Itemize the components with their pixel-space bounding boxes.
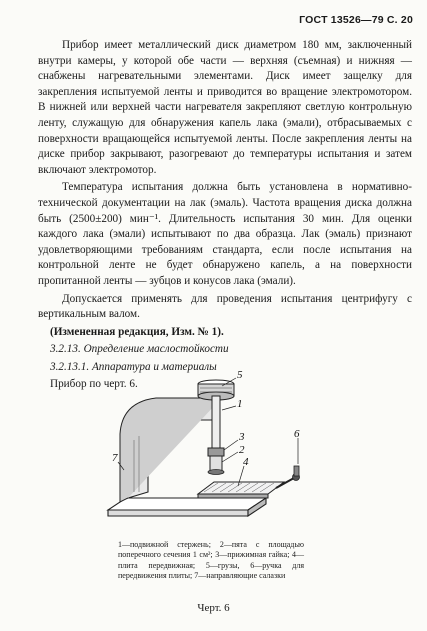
section-heading-oil-resistance: 3.2.13. Определение маслостойкости xyxy=(50,343,229,356)
body-text xyxy=(38,38,412,393)
figure-title: Черт. 6 xyxy=(197,602,230,614)
device-drawing xyxy=(98,370,330,538)
section-heading-apparatus: 3.2.13.1. Аппаратура и материалы xyxy=(50,360,217,373)
callout-6: 6 xyxy=(294,428,300,440)
callout-4: 4 xyxy=(243,456,249,468)
callout-2: 2 xyxy=(239,444,245,456)
paragraph-centrifuge: Допускается применять для проведения испытания центрифугу с вертикальным валом. xyxy=(38,292,412,321)
figure-oil-resistance-device xyxy=(98,370,330,538)
callout-1: 1 xyxy=(237,398,243,410)
page-header: ГОСТ 13526—79 С. 20 xyxy=(299,14,413,26)
paragraph-device-description: Прибор имеет металлический диск диаметром 180 мм, заключенный внутри камеры, у которой обе части — верхняя (съемная) и нижняя — снабжены нагревательными элементами. Диск имеет защелку для закрепления испытуемой ленты и приводится во вращение электромотором. В нижней или верхней части нагревателя закрепляют светлую контрольную ленту, служащую для обнаружения капель лака (эмали), отбрасываемых с поверхности вращающейся испытуемой ленты. После закрепления ленты на диске прибор закрывают, разогревают до температуры испытания и затем включают электромотор. xyxy=(38,39,412,176)
paragraph-test-conditions: Температура испытания должна быть установлена в нормативно-технической документации на лак (эмаль). Частота вращения диска должна быть (2500±200) мин⁻¹. Длительность испытания 30 мин. Для оценки каждого лака (эмали) испытывают по два образца. Лак (эмаль) признают удовлетворяющими требованиям стандарта, если после испытания на контрольной ленте не будет обнаружено капель, а на поверхности пропитанной ленты — зубцов и конусов лака (эмали). xyxy=(38,181,412,287)
callout-3: 3 xyxy=(239,431,245,443)
paragraph-device-ref: Прибор по черт. 6. xyxy=(50,378,138,391)
paragraph-amendment: (Измененная редакция, Изм. № 1). xyxy=(50,325,224,338)
callout-7: 7 xyxy=(112,452,118,464)
callout-5: 5 xyxy=(237,370,243,381)
figure-caption: 1—подвижной стержень; 2—пята с площадью поперечного сечения 1 см²; 3—прижимная гайка; 4—плита передвижная; 5—грузы, 6—ручка для передвижения плиты; 7—направляющие салазки xyxy=(118,540,304,581)
